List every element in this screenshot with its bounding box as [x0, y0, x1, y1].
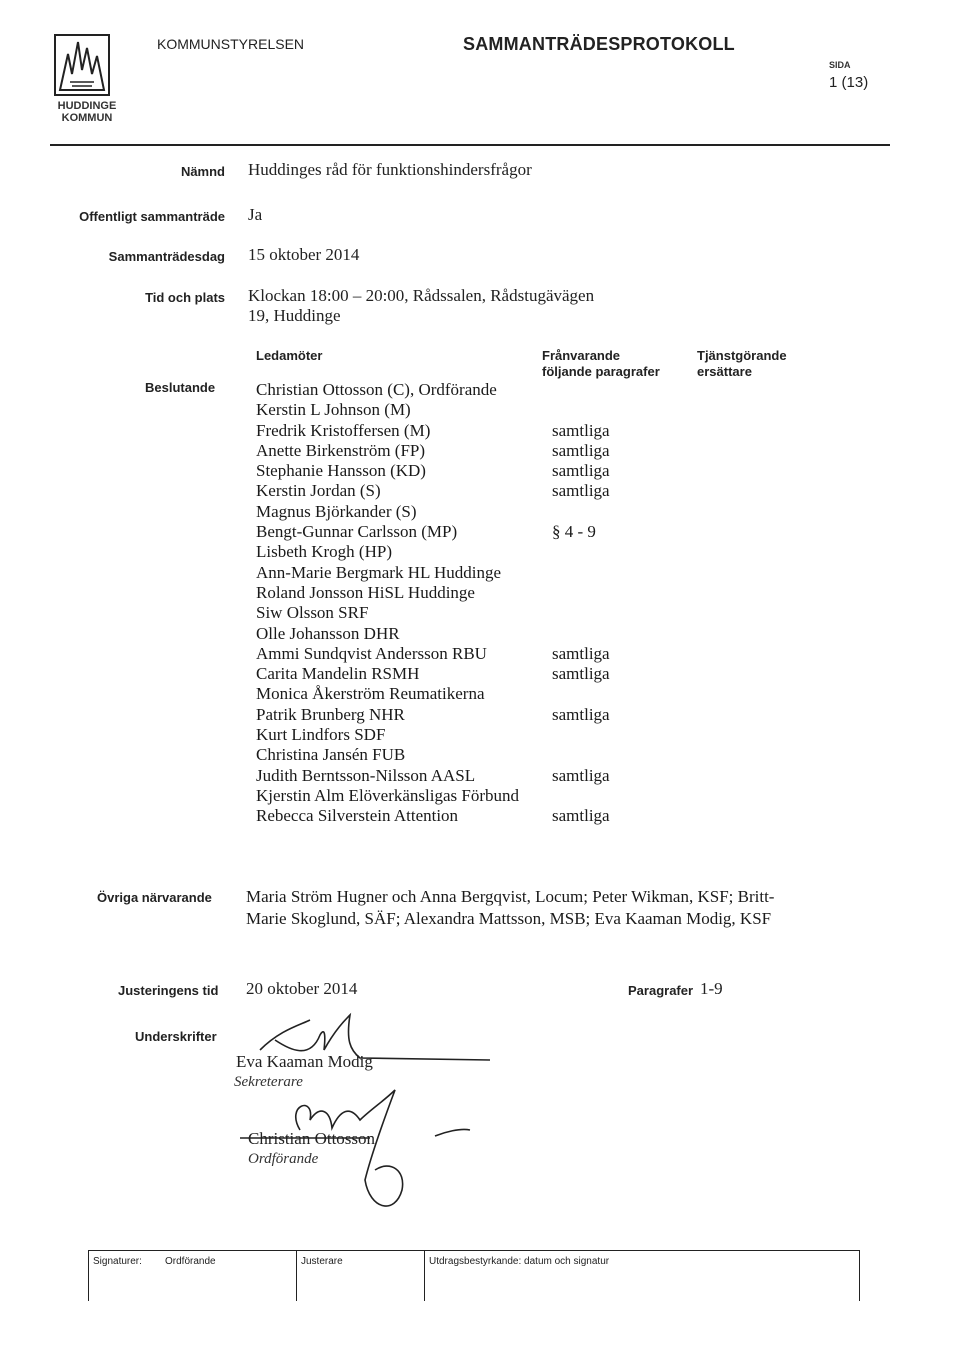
municipality-logo-icon: [54, 34, 110, 96]
member-name: Christina Jansén FUB: [256, 745, 406, 765]
member-absent: samtliga: [552, 643, 610, 663]
offentligt-label: Offentligt sammanträde: [79, 209, 225, 224]
offentligt-value: Ja: [248, 205, 263, 224]
member-name: Christian Ottosson (C), Ordförande: [256, 380, 497, 399]
list-item: [256, 461, 610, 481]
list-item: [256, 704, 610, 725]
committee-name: KOMMUNSTYRELSEN: [157, 36, 305, 52]
member-name: Kurt Lindfors SDF: [256, 725, 386, 745]
member-name: Judith Berntsson-Nilsson AASL: [256, 765, 476, 785]
member-name: Bengt-Gunnar Carlsson (MP): [256, 522, 458, 542]
tid-plats-value-line2: 19, Huddinge: [248, 306, 341, 325]
member-name: Kerstin Jordan (S): [256, 481, 381, 501]
list-item: [256, 603, 519, 623]
justering-value: 20 oktober 2014: [246, 979, 358, 998]
list-item: [256, 643, 610, 664]
footer-ordforande-label: Ordförande: [165, 1256, 216, 1267]
members-list: [256, 380, 610, 827]
list-item: [256, 380, 519, 400]
member-absent: samtliga: [552, 420, 610, 440]
member-name: Roland Jonsson HiSL Huddinge: [256, 582, 475, 602]
namnd-label: Nämnd: [180, 164, 225, 179]
footer-cell-utdrag: [424, 1251, 860, 1301]
member-name: Stephanie Hansson (KD): [256, 461, 426, 481]
member-name: Ann-Marie Bergmark HL Huddinge: [256, 562, 502, 582]
franvarande-heading: [542, 348, 660, 380]
ovriga-label: Övriga närvarande: [97, 890, 212, 905]
list-item: [256, 563, 519, 583]
member-absent: samtliga: [552, 481, 610, 501]
header-divider: [50, 144, 890, 146]
list-item: [256, 664, 610, 684]
member-absent: § 4 - 9: [552, 522, 596, 542]
secretary-name: Eva Kaaman Modig: [236, 1052, 373, 1071]
list-item: [256, 522, 596, 542]
member-absent: samtliga: [552, 806, 610, 826]
member-absent: samtliga: [552, 664, 610, 684]
member-name: Rebecca Silverstein Attention: [256, 806, 459, 826]
member-name: Kerstin L Johnson (M): [256, 400, 411, 420]
member-name: Magnus Björkander (S): [256, 501, 417, 521]
paragrafer-label: Paragrafer: [628, 983, 694, 998]
paragrafer-value: 1-9: [700, 979, 723, 998]
handwritten-signatures-icon: [220, 1010, 510, 1220]
member-name: Patrik Brunberg NHR: [256, 704, 405, 724]
list-item: [256, 765, 610, 786]
footer-justerare-label: Justerare: [301, 1256, 343, 1267]
list-item: [256, 420, 610, 441]
member-absent: samtliga: [552, 461, 610, 481]
namnd-value: Huddinges råd för funktionshindersfrågor: [248, 160, 532, 179]
franvarande-heading-line1: Frånvarande: [542, 348, 621, 363]
list-item: [256, 806, 610, 826]
franvarande-heading-line2: följande paragrafer: [542, 364, 660, 379]
list-item: [256, 542, 519, 562]
list-item: [256, 684, 519, 704]
chair-name: Christian Ottosson: [248, 1129, 376, 1148]
footer-utdrag-label: Utdragsbestyrkande: datum och signatur: [429, 1256, 610, 1267]
tid-plats-label: Tid och plats: [145, 290, 225, 305]
member-name: Monica Åkerström Reumatikerna: [256, 684, 485, 704]
member-name: Siw Olsson SRF: [256, 603, 369, 623]
list-item: [256, 440, 610, 461]
list-item: [256, 786, 519, 806]
justering-label: Justeringens tid: [118, 983, 219, 998]
signature-footer-box: [88, 1250, 860, 1301]
list-item: [256, 502, 519, 522]
member-name: Fredrik Kristoffersen (M): [256, 420, 431, 440]
municipality-name: HUDDINGE KOMMUN: [57, 100, 117, 124]
list-item: [256, 481, 610, 501]
chair-role: Ordförande: [248, 1151, 319, 1167]
member-absent: samtliga: [552, 765, 610, 785]
page-label: SIDA: [829, 60, 851, 70]
sammantradesdag-label: Sammanträdesdag: [108, 249, 225, 264]
member-absent: samtliga: [552, 704, 610, 724]
ledamoter-heading: Ledamöter: [256, 348, 323, 363]
list-item: [256, 400, 519, 420]
member-name: Anette Birkenström (FP): [256, 440, 426, 460]
tjanstgorande-heading-line2: ersättare: [697, 364, 752, 379]
sammantradesdag-value: 15 oktober 2014: [248, 245, 360, 264]
tjanstgorande-heading: [697, 348, 787, 380]
member-name: Ammi Sundqvist Andersson RBU: [256, 643, 487, 663]
footer-cell-justerare: [296, 1251, 425, 1301]
ovriga-value: Maria Ström Hugner och Anna Bergqvist, Locum; Peter Wikman, KSF; Britt-Marie Skoglund, SÄF; Alexandra Mattsson, MSB; Eva Kaaman Modig, KSF: [246, 887, 775, 928]
list-item: [256, 624, 519, 644]
footer-signaturer-label: Signaturer:: [93, 1256, 142, 1267]
page-number: 1 (13): [829, 74, 869, 91]
tid-plats-value-line1: Klockan 18:00 – 20:00, Rådssalen, Rådstugävägen: [248, 286, 595, 305]
footer-cell-ordforande: [88, 1251, 299, 1301]
member-name: Kjerstin Alm Elöverkänsligas Förbund: [256, 785, 520, 805]
list-item: [256, 583, 519, 603]
list-item: [256, 745, 519, 765]
beslutande-label: Beslutande: [145, 380, 216, 395]
member-absent: samtliga: [552, 440, 610, 460]
member-name: Carita Mandelin RSMH: [256, 664, 420, 684]
member-name: Lisbeth Krogh (HP): [256, 542, 392, 562]
document-title: SAMMANTRÄDESPROTOKOLL: [463, 34, 735, 54]
secretary-role: Sekreterare: [234, 1074, 303, 1090]
tjanstgorande-heading-line1: Tjänstgörande: [697, 348, 787, 363]
list-item: [256, 725, 519, 745]
underskrifter-label: Underskrifter: [135, 1029, 217, 1044]
member-name: Olle Johansson DHR: [256, 623, 400, 643]
